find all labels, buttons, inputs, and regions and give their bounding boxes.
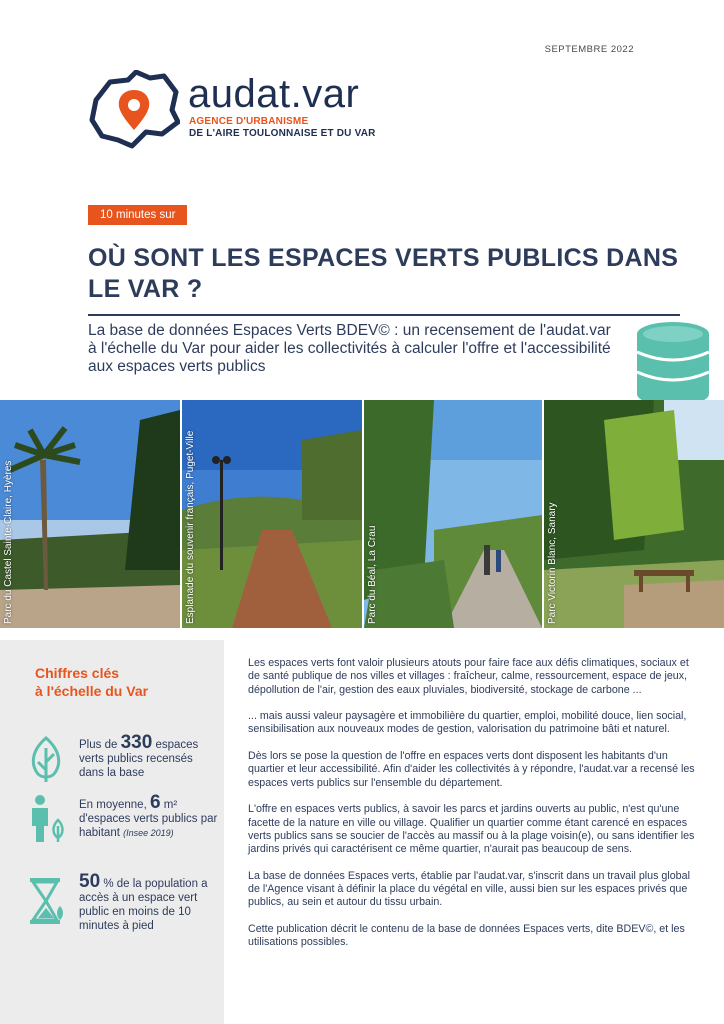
photo-caption: Esplanade du souvenir français, Puget-Ville: [185, 430, 196, 624]
stat-text: m² d'espaces verts publics par habitant: [79, 799, 218, 839]
hourglass-icon: [24, 876, 68, 926]
stat-green-space-per-inhabitant: [79, 792, 219, 840]
photo-caption: Parc du Castel Sainte-Claire, Hyères: [3, 460, 14, 624]
key-figures-title: [35, 664, 148, 700]
body-paragraph: Les espaces verts font valoir plusieurs atouts pour faire face aux défis climatiques, sociaux et de santé publique de nos villes et villages : fraîcheur, calme, ressourcement, espace de jeux, dépollution de l'air, gestion des eaux pluviales, biodiversité, stockage de carbone ...: [248, 657, 689, 696]
stat-value: 330: [120, 732, 153, 753]
body-paragraph: ... mais aussi valeur paysagère et immobilière du quartier, emploi, mobilité douce, lien social, sensibilisation aux nouveaux modes de gestion, valorisation du patrimoine bâti et naturel.: [248, 710, 687, 736]
page-title: OÙ SONT LES ESPACES VERTS PUBLICS DANS LE VAR ?: [88, 244, 679, 303]
brand-main: audat: [188, 72, 291, 116]
stat-prefix: En moyenne,: [79, 799, 150, 811]
stat-value: 50: [79, 871, 101, 892]
title-divider: [88, 314, 680, 316]
person-tree-icon: [24, 794, 68, 844]
photo-caption: Parc du Béal, La Crau: [367, 525, 378, 624]
stat-green-spaces-count: [79, 732, 219, 780]
page-subtitle: La base de données Espaces Verts BDEV© : un recensement de l'audat.var à l'échelle du Var pour aider les collectivités à calculer l'offre et l'accessibilité aux espaces verts publics: [88, 322, 611, 375]
body-paragraph: Dès lors se pose la question de l'offre en espaces verts dont disposent les habitants d'un quartier et leur accessibilité. Afin d'aider les collectivités à y répondre, l'audat.var a recensé les espaces verts publics sur l'ensemble du département.: [248, 750, 695, 789]
var-map-pin-icon: [88, 70, 180, 150]
stat-value: 6: [149, 792, 161, 813]
photo-strip: [0, 400, 724, 628]
photo-esplanade-souvenir: [182, 400, 362, 628]
agency-line-2: DE L'AIRE TOULONNAISE ET DU VAR: [189, 128, 376, 139]
photo-castel-sainte-claire: [0, 400, 180, 628]
photo-parc-du-beal: [364, 400, 542, 628]
agency-line-1: AGENCE D'URBANISME: [189, 116, 309, 127]
brand-name: [188, 74, 359, 114]
leaf-icon: [24, 734, 68, 784]
stat-source: (Insee 2019): [123, 828, 174, 838]
key-figures-title-line-2: à l'échelle du Var: [35, 683, 149, 699]
database-icon: [628, 320, 718, 406]
series-badge: 10 minutes sur: [88, 205, 187, 225]
brand-suffix: .var: [290, 72, 360, 116]
body-paragraph: L'offre en espaces verts publics, à savoir les parcs et jardins ouverts au public, n'est qu'une facette de la nature en ville ou village. Qualifier un quartier comme étant carencé en espaces verts publics sans se soucier de l'accès au massif ou à la plage voisin(e), ou sans identifier les jardins privés qui caractérisent ce même quartier, n'aurait pas beaucoup de sens.: [248, 803, 695, 856]
stat-text: espaces verts publics recensés dans la base: [79, 739, 199, 779]
stat-prefix: Plus de: [79, 739, 121, 751]
body-text: [248, 657, 696, 963]
stat-accessibility-share: [79, 871, 219, 933]
stat-text: % de la population a accès à un espace vert public en moins de 10 minutes à pied: [79, 878, 208, 932]
photo-parc-victorin-blanc: [544, 400, 724, 628]
publication-date: SEPTEMBRE 2022: [544, 44, 634, 55]
photo-caption: Parc Victorin Blanc, Sanary: [547, 502, 558, 624]
key-figures-title-line-1: Chiffres clés: [35, 665, 120, 681]
body-paragraph: La base de données Espaces verts, établie par l'audat.var, s'inscrit dans un travail plus global de l'Agence visant à définir la place du végétal en ville, aussi bien sur les espaces privés que publics, au sein et autour du tissu urbain.: [248, 869, 690, 909]
body-paragraph: Cette publication décrit le contenu de la base de données Espaces verts, dite BDEV©, et les utilisations possibles.: [248, 922, 685, 949]
